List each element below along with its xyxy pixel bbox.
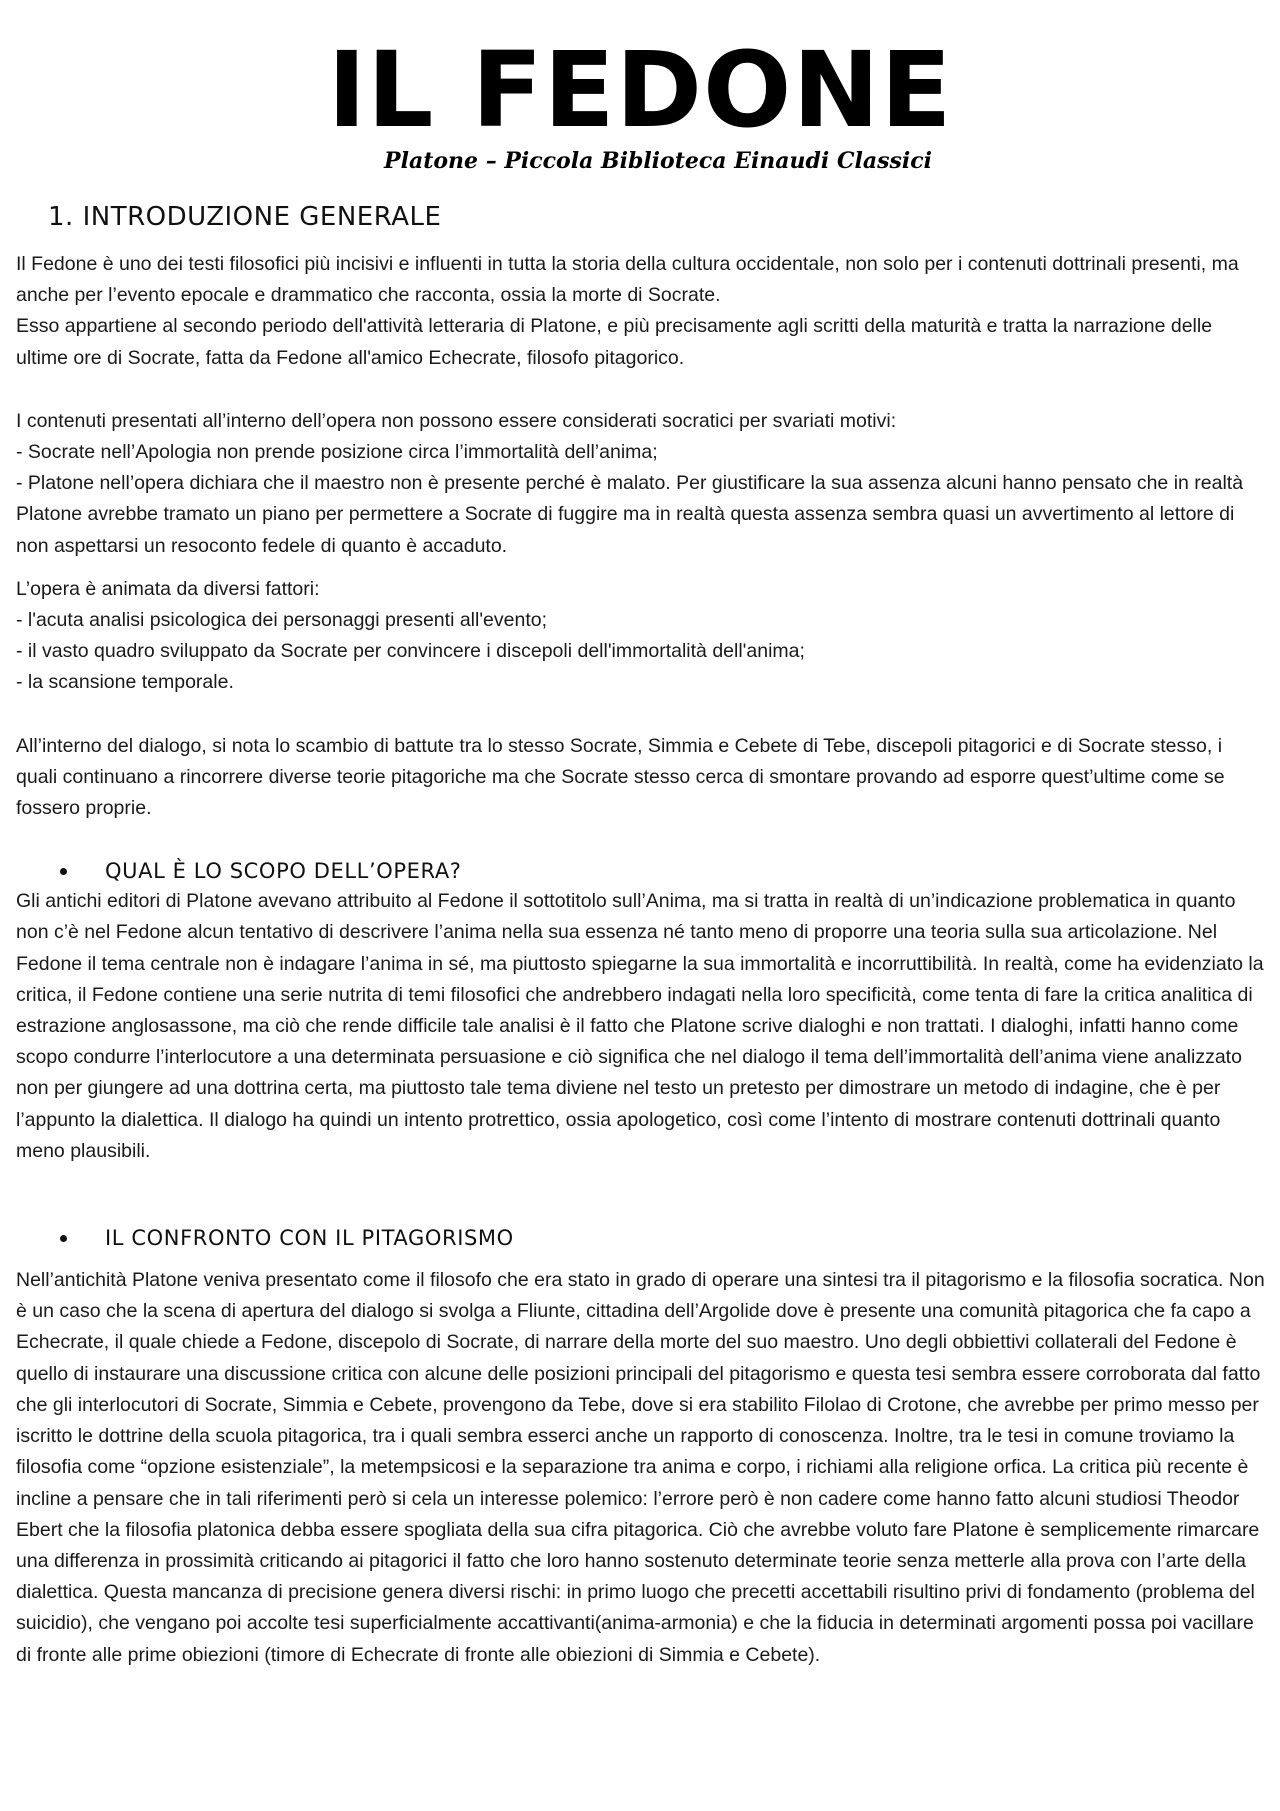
list-item: - Platone nell’opera dichiara che il maestro non è presente perché è malato. Per giustificare la sua assenza alcuni hanno pensato che in realtà Platone avrebbe tramato un piano per permettere a Socrate di fuggire ma in realtà questa assenza sembra quasi un avvertimento al lettore di non aspettarsi un resoconto fedele di quanto è accaduto. [16,472,1244,557]
spacer [16,562,1266,574]
paragraph: Esso appartiene al secondo periodo dell'attività letteraria di Platone, e più precisamente agli scritti della maturità e tratta la narrazione delle ultime ore di Socrate, fatta da Fedone all'amico Echecrate, filosofo pitagorico. [16,315,1213,369]
list-item: - l'acuta analisi psicologica dei personaggi presenti all'evento; [16,609,548,632]
spacer [16,374,1266,406]
page-subtitle: Platone – Piccola Biblioteca Einaudi Classici [384,148,932,174]
list-item: - Socrate nell’Apologia non prende posizione circa l’immortalità dell’anima; [16,441,658,464]
spacer [16,1253,1266,1265]
paragraph: All’interno del dialogo, si nota lo scambio di battute tra lo stesso Socrate, Simmia e Cebete di Tebe, discepoli pitagorici e di Socrate stesso, i quali continuano a rincorrere diverse teorie pitagoriche ma che Socrate stesso cerca di smontare provando ad esporre quest’ultime come se fossero proprie. [16,734,1225,820]
bullet-icon [60,1235,67,1242]
list-item: - il vasto quadro sviluppato da Socrate per convincere i discepoli dell'immortalità dell'anima; [16,640,805,663]
bullet-heading-label: IL CONFRONTO CON IL PITAGORISMO [105,1226,514,1251]
spacer [16,1167,1266,1223]
page-title: IL FEDONE [327,29,953,151]
document-body [16,200,1266,1671]
bullet-heading-scopo [16,856,1266,886]
paragraph: Nell’antichità Platone veniva presentato come il filosofo che era stato in grado di operare una sintesi tra il pitagorismo e la filosofia socratica. Non è un caso che la scena di apertura del dialogo si svolga a Fliunte, cittadina dell’Argolide dove è presente una comunità pitagorica che fa capo a Echecrate, il quale chiede a Fedone, discepolo di Socrate, di narrare della morte del suo maestro. Uno degli obbiettivi collaterali del Fedone è quello di instaurare una discussione critica con alcune delle posizioni principali del pitagorismo e questa tesi sembra essere corroborata dal fatto che gli interlocutori di Socrate, Simmia e Cebete, provengono da Tebe, dove si era stabilito Filolao di Crotone, che avrebbe per primo messo per iscritto le dottrine della scuola pitagorica, tra i quali sembra esserci anche un rapporto di conoscenza. Inoltre, tra le tesi in comune troviamo la filosofia come “opzione esistenziale”, la metempsicosi e la separazione tra anima e corpo, i richiami alla religione orfica. La critica più recente è incline a pensare che in tali riferimenti però si cela un interesse polemico: l’errore però è non cadere come hanno fatto alcuni studiosi Theodor Ebert che la filosofia platonica debba essere spogliata della sua cifra pitagorica. Ciò che avrebbe voluto fare Platone è semplicemente rimarcare una differenza in prossimità criticando ai pitagorici il fatto che loro hanno sostenuto determinate teorie senza metterle alla prova con l’arte della dialettica. Questa mancanza di precisione genera diversi rischi: in primo luogo che precetti accettabili risultino privi di fondamento (problema del suicidio), che vengano poi accolte tesi superficialmente accattivanti(anima-armonia) e che la fiducia in determinati argomenti possa poi vacillare di fronte alle prime obiezioni (timore di Echecrate di fronte alle obiezioni di Simmia e Cebete). [16,1269,1265,1666]
section-heading-introduzione: 1. INTRODUZIONE GENERALE [48,202,442,232]
paragraph: Il Fedone è uno dei testi filosofici più incisivi e influenti in tutta la storia della cultura occidentale, non solo per i contenuti dottrinali presenti, ma anche per l’evento epocale e drammatico che racconta, ossia la morte di Socrate. [16,253,1239,307]
paragraph: Gli antichi editori di Platone avevano attribuito al Fedone il sottotitolo sull’Anima, ma si tratta in realtà di un’indicazione problematica in quanto non c’è nel Fedone alcun tentativo di descrivere l’anima nella sua essenza né tanto meno di proporre una teoria sulla sua articolazione. Nel Fedone il tema centrale non è indagare l’anima in sé, ma piuttosto spiegarne la sua immortalità e incorruttibilità. In realtà, come ha evidenziato la critica, il Fedone contiene una serie nutrita di temi filosofici che andrebbero indagati nella loro specificità, come tenta di fare la critica analitica di estrazione anglosassone, ma ciò che rende difficile tale analisi è il fatto che Platone scrive dialoghi e non trattati. I dialoghi, infatti hanno come scopo condurre l’interlocutore a una determinata persuasione e ciò significa che nel dialogo il tema dell’immortalità dell’anima viene analizzato non per giungere ad una dottrina certa, ma piuttosto tale tema diviene nel testo un pretesto per dimostrare un metodo di indagine, che è per l’appunto la dialettica. Il dialogo ha quindi un intento protrettico, ossia apologetico, così come l’intento di mostrare contenuti dottrinali quanto meno plausibili. [16,890,1264,1162]
paragraph: L’opera è animata da diversi fattori: [16,577,320,600]
bullet-icon [60,868,67,875]
paragraph: I contenuti presentati all’interno dell’opera non possono essere considerati socratici per svariati motivi: [16,409,897,432]
spacer [16,699,1266,731]
spacer [16,824,1266,856]
bullet-heading-label: QUAL È LO SCOPO DELL’OPERA? [105,859,462,884]
bullet-heading-pitagorismo [16,1223,1266,1253]
list-item: - la scansione temporale. [16,671,234,694]
